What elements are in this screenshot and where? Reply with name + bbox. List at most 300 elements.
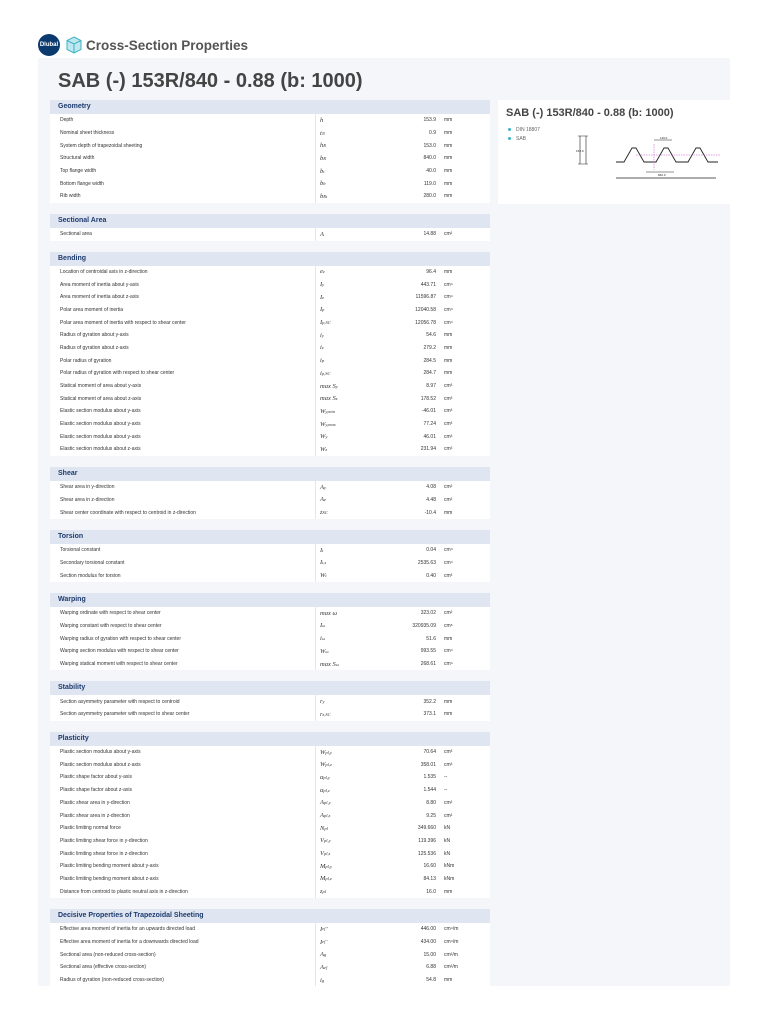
symbol-subscript: pl,y: [323, 774, 331, 780]
table-row: [50, 278, 490, 291]
property-value: 54.6: [426, 332, 436, 339]
table-row: [50, 607, 490, 620]
symbol-main: W: [320, 572, 326, 580]
property-value: 279.2: [423, 344, 436, 351]
property-symbol: [315, 316, 372, 329]
property-symbol: [315, 822, 372, 835]
symbol-subscript: z: [321, 345, 324, 351]
symbol-subscript: y: [321, 332, 324, 338]
property-unit: cm⁶: [444, 622, 453, 629]
property-value: 231.94: [420, 446, 436, 453]
symbol-main: W: [320, 445, 326, 453]
symbol-main: e: [320, 268, 323, 276]
symbol-main: I: [320, 293, 323, 301]
table-row: [50, 936, 490, 949]
table-row: [50, 177, 490, 190]
symbol-subscript: pl,y: [323, 800, 331, 806]
symbol-subscript: y: [335, 383, 338, 389]
property-unit: cm⁴: [444, 306, 453, 313]
property-value: 1.544: [423, 787, 436, 794]
symbol-main: A: [320, 483, 324, 491]
symbol-subscript: ω: [322, 623, 326, 629]
property-symbol: [315, 847, 372, 860]
svg-text:153.9: 153.9: [576, 149, 584, 153]
property-unit: cm³: [444, 395, 453, 402]
property-value: 15.00: [423, 951, 436, 958]
table-row: [50, 771, 490, 784]
section-gap: [50, 519, 490, 530]
property-symbol: [315, 278, 372, 291]
property-description: Top flange width: [60, 168, 97, 175]
property-unit: cm³: [444, 446, 453, 453]
property-symbol: [315, 632, 372, 645]
symbol-subscript: p,SC: [321, 370, 331, 376]
symbol-subscript: p,SC: [322, 320, 331, 326]
property-symbol: [315, 695, 372, 708]
symbol-subscript: ef: [323, 964, 328, 970]
symbol-main: b: [320, 192, 324, 200]
properties-table: [50, 100, 490, 986]
property-value: 46.01: [423, 433, 436, 440]
symbol-main: I: [320, 306, 323, 314]
symbol-subscript: pl,y: [323, 838, 331, 844]
table-row: [50, 645, 490, 658]
symbol-main: h: [320, 142, 324, 150]
property-description: Elastic section modulus about z-axis: [60, 446, 141, 453]
property-value: 268.61: [420, 661, 436, 668]
table-row: [50, 443, 490, 456]
table-row: [50, 367, 490, 380]
symbol-subscript: R: [323, 155, 326, 161]
property-symbol: [315, 354, 372, 367]
property-value: 51.6: [426, 635, 436, 642]
property-description: Radius of gyration about z-axis: [60, 344, 129, 351]
property-value: 1.535: [423, 774, 436, 781]
symbol-main: h: [320, 116, 324, 124]
property-symbol: [315, 152, 372, 165]
table-row: [50, 632, 490, 645]
property-symbol: [315, 797, 372, 810]
property-description: Shear area in z-direction: [60, 496, 115, 503]
table-row: [50, 228, 490, 241]
property-value: 434.00: [420, 939, 436, 946]
property-description: Plastic limiting shear force in y-direction: [60, 837, 148, 844]
property-value: 0.04: [426, 547, 436, 554]
property-description: Polar area moment of inertia: [60, 306, 124, 313]
symbol-subscript: z: [322, 294, 324, 300]
property-symbol: [315, 329, 372, 342]
property-description: Polar radius of gyration with respect to shear center: [60, 370, 175, 377]
property-description: Distance from centroid to plastic neutral axis in z-direction: [60, 888, 188, 895]
property-description: Plastic section modulus about y-axis: [60, 749, 141, 756]
symbol-subscript: b: [323, 181, 326, 187]
property-value: 4.08: [426, 484, 436, 491]
table-row: [50, 152, 490, 165]
symbol-subscript: pl,z: [323, 787, 330, 793]
symbol-subscript: y: [322, 282, 325, 288]
symbol-main: W: [320, 433, 326, 441]
property-unit: cm⁴: [444, 319, 453, 326]
property-unit: kN: [444, 825, 451, 832]
table-row: [50, 354, 490, 367]
property-symbol: [315, 114, 372, 127]
section-gap: [50, 582, 490, 593]
property-value: 320935.09: [412, 622, 436, 629]
property-symbol: [315, 936, 372, 949]
property-description: Statical moment of area about y-axis: [60, 383, 142, 390]
symbol-main: I: [320, 319, 323, 327]
symbol-main: α: [320, 773, 324, 781]
table-row: [50, 114, 490, 127]
section-header[interactable]: Warping: [50, 593, 490, 607]
section-header[interactable]: Bending: [50, 252, 490, 266]
property-description: Area moment of inertia about y-axis: [60, 281, 139, 288]
table-row: [50, 835, 490, 848]
table-row: [50, 873, 490, 886]
property-symbol: [315, 367, 372, 380]
property-symbol: [315, 177, 372, 190]
property-unit: mm: [444, 635, 453, 642]
content-panel: [38, 58, 730, 986]
property-value: 358.01: [420, 761, 436, 768]
table-row: [50, 430, 490, 443]
property-value: 96.4: [426, 268, 436, 275]
property-symbol: [315, 758, 372, 771]
property-symbol: [315, 342, 372, 355]
table-row: [50, 165, 490, 178]
symbol-subscript: y,min: [325, 408, 336, 414]
table-row: [50, 923, 490, 936]
property-description: Plastic shear area in y-direction: [60, 799, 130, 806]
symbol-main: max S: [320, 660, 336, 668]
property-symbol: [315, 860, 372, 873]
symbol-main: i: [320, 976, 322, 984]
symbol-main: A: [320, 963, 324, 971]
symbol-main: W: [320, 748, 326, 756]
preview-title: SAB (-) 153R/840 - 0.88 (b: 1000): [506, 107, 674, 119]
property-unit: mm: [444, 130, 453, 137]
property-symbol: [315, 544, 372, 557]
property-description: Torsional constant: [60, 547, 101, 554]
property-value: 8.80: [426, 799, 436, 806]
property-unit: mm: [444, 155, 453, 162]
property-unit: mm: [444, 268, 453, 275]
symbol-subscript: ef⁺: [322, 926, 328, 932]
symbol-main: A: [320, 799, 324, 807]
property-unit: kN: [444, 850, 451, 857]
property-description: Elastic section modulus about y-axis: [60, 421, 141, 428]
property-value: 153.0: [423, 142, 436, 149]
symbol-subscript: N: [321, 130, 325, 136]
symbol-main: z: [320, 888, 323, 896]
symbol-main: V: [320, 850, 324, 858]
symbol-subscript: ω: [321, 636, 325, 642]
cross-section-cube-icon: [66, 36, 82, 54]
table-row: [50, 380, 490, 393]
property-symbol: [315, 961, 372, 974]
property-symbol: [315, 430, 372, 443]
table-row: [50, 418, 490, 431]
property-value: 993.55: [420, 648, 436, 655]
symbol-subscript: pl,z: [323, 851, 331, 857]
table-row: [50, 266, 490, 279]
symbol-main: i: [320, 635, 322, 643]
property-description: Warping constant with respect to shear center: [60, 622, 162, 629]
table-row: [50, 557, 490, 570]
property-value: 119.0: [423, 180, 436, 187]
property-value: 11596.87: [415, 294, 436, 301]
property-value: 323.02: [420, 610, 436, 617]
symbol-subscript: z: [322, 269, 325, 275]
symbol-main: max ω: [320, 609, 338, 617]
property-symbol: [315, 392, 372, 405]
property-symbol: [315, 127, 372, 140]
symbol-main: A: [320, 951, 324, 959]
property-value: 70.64: [423, 749, 436, 756]
property-description: Depth: [60, 117, 74, 124]
symbol-main: I: [320, 925, 323, 933]
section-header[interactable]: Shear: [50, 467, 490, 481]
symbol-main: i: [320, 357, 322, 365]
property-description: Shear area in y-direction: [60, 484, 115, 491]
symbol-main: b: [320, 167, 324, 175]
property-unit: cm³: [444, 572, 453, 579]
property-symbol: [315, 481, 372, 494]
property-description: Area moment of inertia about z-axis: [60, 294, 139, 301]
property-unit: mm: [444, 344, 453, 351]
property-unit: mm: [444, 711, 453, 718]
property-unit: mm: [444, 193, 453, 200]
section-gap: [50, 456, 490, 467]
property-description: Section asymmetry parameter with respect to centroid: [60, 698, 180, 705]
symbol-subscript: pl,z: [325, 762, 332, 768]
property-unit: cm⁴/m: [444, 939, 459, 946]
symbol-subscript: t: [323, 168, 325, 174]
symbol-subscript: y,max: [325, 421, 336, 427]
table-row: [50, 291, 490, 304]
table-row: [50, 658, 490, 671]
symbol-subscript: Rt: [323, 193, 328, 199]
section-header[interactable]: Torsion: [50, 530, 490, 544]
table-row: [50, 822, 490, 835]
table-row: [50, 948, 490, 961]
symbol-main: M: [320, 862, 326, 870]
property-unit: kNm: [444, 875, 455, 882]
property-unit: mm: [444, 888, 453, 895]
table-row: [50, 797, 490, 810]
property-unit: mm: [444, 168, 453, 175]
page-title: SAB (-) 153R/840 - 0.88 (b: 1000): [58, 70, 363, 92]
table-row: [50, 304, 490, 317]
property-symbol: [315, 658, 372, 671]
property-description: Warping radius of gyration with respect to shear center: [60, 635, 181, 642]
property-unit: cm³: [444, 408, 453, 415]
property-value: 16.0: [426, 888, 436, 895]
section-gap: [50, 203, 490, 214]
property-description: Plastic limiting bending moment about y-axis: [60, 863, 159, 870]
property-description: Radius of gyration (non-reduced cross-section): [60, 977, 164, 984]
property-symbol: [315, 291, 372, 304]
symbol-subscript: pl,z: [325, 876, 332, 882]
property-symbol: [315, 418, 372, 431]
property-description: Plastic shape factor about z-axis: [60, 787, 132, 794]
section-header[interactable]: Geometry: [50, 100, 490, 114]
property-value: 125.536: [417, 850, 436, 857]
property-description: Plastic section modulus about z-axis: [60, 761, 141, 768]
property-symbol: [315, 139, 372, 152]
property-unit: kN: [444, 837, 451, 844]
property-description: Plastic limiting normal force: [60, 825, 121, 832]
symbol-main: I: [320, 281, 323, 289]
table-row: [50, 392, 490, 405]
property-symbol: [315, 443, 372, 456]
property-value: 12056.78: [415, 319, 436, 326]
symbol-subscript: z: [325, 446, 328, 452]
property-unit: --: [444, 774, 448, 781]
property-symbol: [315, 266, 372, 279]
property-unit: cm²: [444, 231, 453, 238]
section-gap: [50, 721, 490, 732]
property-unit: cm³: [444, 749, 453, 756]
property-description: Effective area moment of inertia for a downwards directed load: [60, 939, 199, 946]
property-unit: mm: [444, 357, 453, 364]
section-preview-card: [498, 100, 730, 204]
table-row: [50, 569, 490, 582]
property-symbol: [315, 494, 372, 507]
property-symbol: [315, 708, 372, 721]
symbol-subscript: pl,y: [325, 749, 333, 755]
property-description: Rib width: [60, 193, 81, 200]
property-description: Plastic limiting bending moment about z-axis: [60, 875, 159, 882]
property-unit: mm: [444, 977, 453, 984]
section-profile-diagram: [576, 130, 726, 190]
property-unit: cm²/m: [444, 964, 458, 971]
property-value: 352.2: [423, 698, 436, 705]
section-header[interactable]: Sectional Area: [50, 214, 490, 228]
property-value: 0.40: [426, 572, 436, 579]
section-header[interactable]: Plasticity: [50, 732, 490, 746]
property-value: 119.396: [418, 837, 436, 844]
property-symbol: [315, 165, 372, 178]
dlubal-logo: Dlubal: [38, 34, 60, 56]
property-value: 373.1: [423, 711, 436, 718]
property-unit: cm²: [444, 812, 453, 819]
section-header[interactable]: Decisive Properties of Trapezoidal Sheeting: [50, 909, 490, 923]
symbol-main: b: [320, 180, 324, 188]
table-row: [50, 481, 490, 494]
section-gap: [50, 670, 490, 681]
property-unit: mm: [444, 698, 453, 705]
property-description: Nominal sheet thickness: [60, 130, 115, 137]
symbol-main: α: [320, 786, 324, 794]
svg-text:119.0: 119.0: [660, 136, 668, 140]
table-row: [50, 329, 490, 342]
symbol-main: V: [320, 837, 324, 845]
property-symbol: [315, 405, 372, 418]
symbol-main: N: [320, 824, 325, 832]
property-description: Warping section modulus with respect to shear center: [60, 648, 179, 655]
property-value: 153.9: [423, 117, 436, 124]
property-unit: cm³: [444, 433, 453, 440]
symbol-subscript: pl,z: [323, 813, 331, 819]
property-unit: cm⁴: [444, 294, 453, 301]
symbol-subscript: ef⁻: [322, 939, 328, 945]
property-unit: cm²: [444, 484, 453, 491]
symbol-main: max S: [320, 382, 336, 390]
symbol-subscript: ω: [325, 648, 329, 654]
property-symbol: [315, 620, 372, 633]
table-row: [50, 961, 490, 974]
table-row: [50, 809, 490, 822]
symbol-subscript: z: [323, 497, 326, 503]
property-value: 84.13: [423, 875, 436, 882]
property-description: Statical moment of area about z-axis: [60, 395, 142, 402]
property-symbol: [315, 569, 372, 582]
property-value: 40.0: [426, 168, 436, 175]
symbol-subscript: t: [322, 547, 324, 553]
property-unit: cm⁴: [444, 281, 453, 288]
property-value: 2535.63: [417, 559, 436, 566]
property-unit: cm²/m: [444, 951, 458, 958]
table-row: [50, 695, 490, 708]
property-symbol: [315, 190, 372, 203]
property-unit: mm: [444, 180, 453, 187]
property-description: Sectional area: [60, 231, 92, 238]
property-unit: mm: [444, 117, 453, 124]
symbol-main: i: [320, 344, 322, 352]
property-symbol: [315, 380, 372, 393]
table-row: [50, 620, 490, 633]
property-value: 6.88: [426, 964, 436, 971]
table-row: [50, 506, 490, 519]
symbol-subscript: pl: [324, 825, 328, 831]
property-value: -10.4: [424, 509, 436, 516]
symbol-main: W: [320, 407, 326, 415]
property-value: 4.48: [426, 496, 436, 503]
property-value: 77.24: [423, 421, 436, 428]
property-unit: cm⁴/m: [444, 926, 459, 933]
property-unit: cm³: [444, 761, 453, 768]
property-description: Plastic shear area in z-direction: [60, 812, 130, 819]
symbol-main: t: [320, 129, 322, 137]
symbol-main: W: [320, 761, 326, 769]
property-unit: cm³: [444, 421, 453, 428]
property-symbol: [315, 809, 372, 822]
symbol-subscript: z,SC: [322, 711, 331, 717]
section-gap: [50, 898, 490, 909]
symbol-main: r: [320, 710, 323, 718]
symbol-subscript: t,s: [322, 560, 327, 566]
symbol-subscript: R: [323, 143, 326, 149]
property-symbol: [315, 746, 372, 759]
table-row: [50, 127, 490, 140]
table-row: [50, 974, 490, 987]
property-description: Section asymmetry parameter with respect to shear center: [60, 711, 190, 718]
symbol-main: r: [320, 698, 323, 706]
property-unit: mm: [444, 370, 453, 377]
symbol-main: i: [320, 369, 322, 377]
property-unit: kNm: [444, 863, 455, 870]
section-header[interactable]: Stability: [50, 681, 490, 695]
property-unit: cm³: [444, 383, 453, 390]
symbol-subscript: pl: [322, 889, 327, 895]
property-value: 8.97: [426, 383, 436, 390]
property-description: Plastic limiting shear force in z-direction: [60, 850, 148, 857]
symbol-main: I: [320, 622, 323, 630]
property-value: 840.0: [423, 155, 436, 162]
table-row: [50, 885, 490, 898]
property-description: Polar radius of gyration: [60, 357, 112, 364]
